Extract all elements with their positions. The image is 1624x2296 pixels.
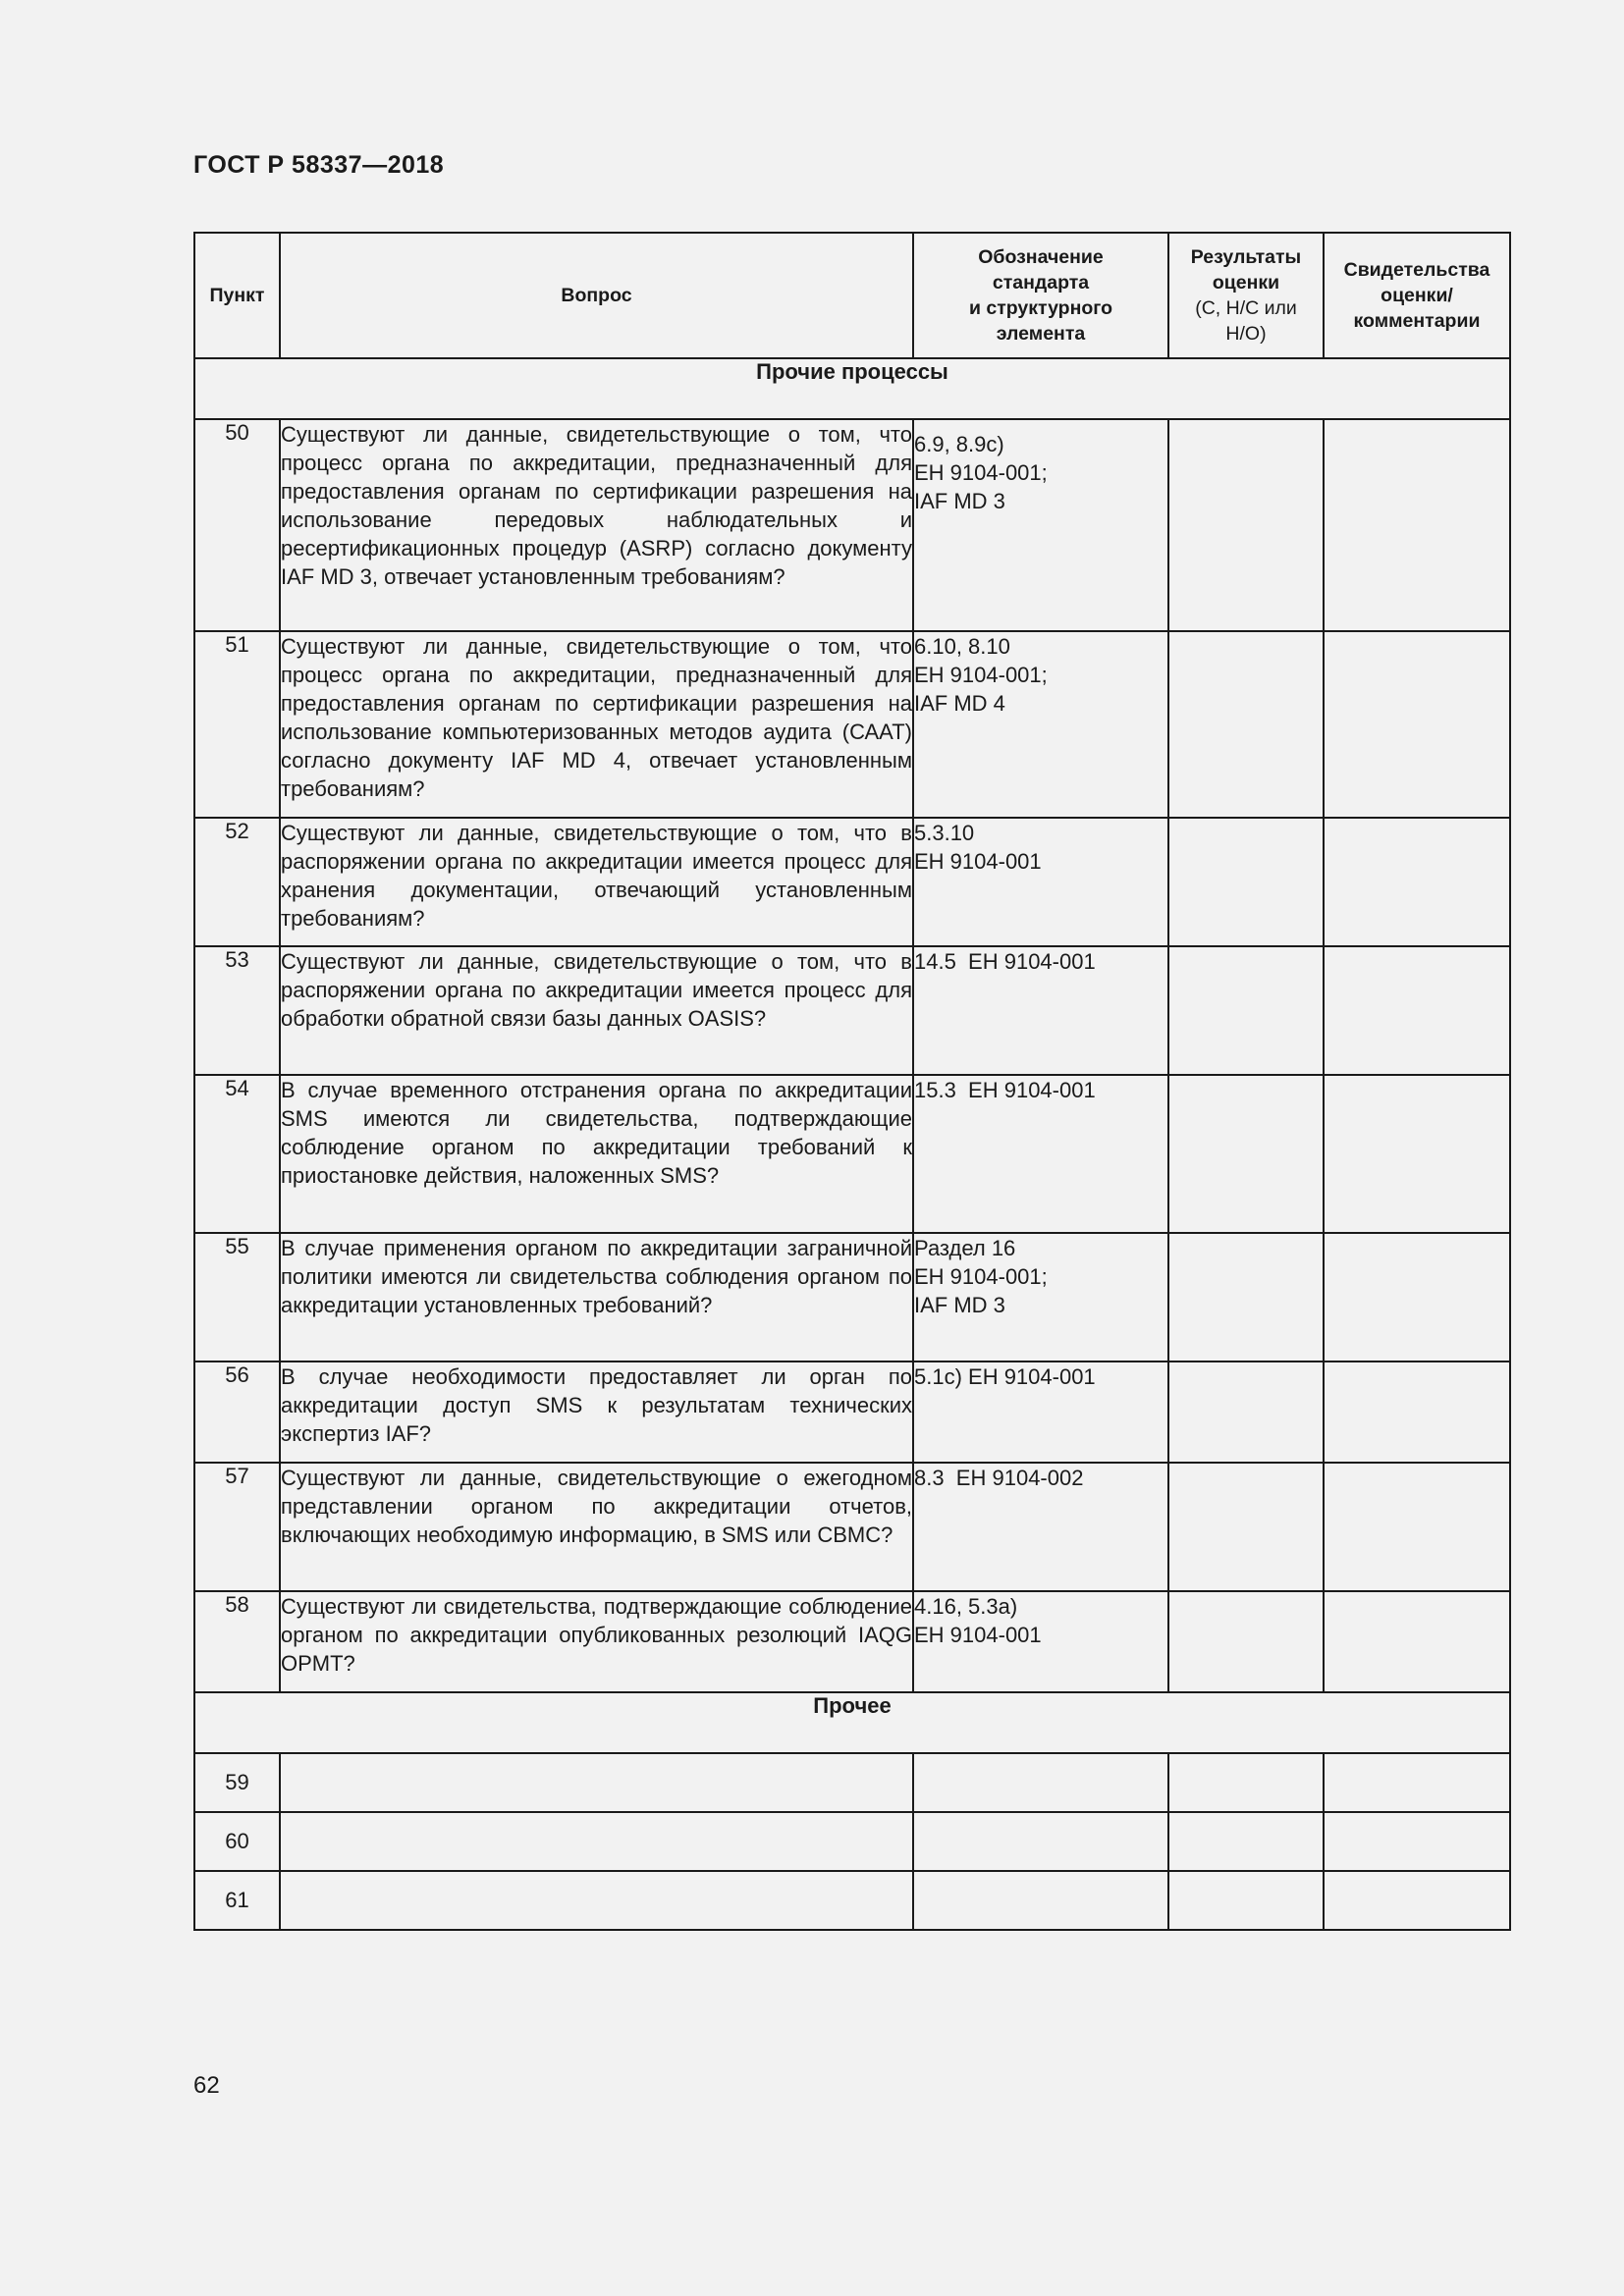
result-cell <box>1168 1812 1324 1871</box>
question-cell: Существуют ли данные, свидетельствующие о том, что процесс органа по аккредитации, предназначенный для предоставления органам по сертификации разрешения на использование компьютеризованных методов аудита (САAT) согласно документу IAF MD 4, отвечает установленным требованиям? <box>280 631 913 818</box>
assessment-table <box>193 232 1511 1931</box>
evidence-cell <box>1324 631 1510 818</box>
standard-cell <box>913 631 1168 818</box>
question-cell: В случае необходимости предоставляет ли орган по аккредитации доступ SMS к результатам технических экспертиз IAF? <box>280 1362 913 1463</box>
column-header-question: Вопрос <box>280 233 913 358</box>
row-number: 56 <box>194 1362 280 1463</box>
standard-line: IAF MD 3 <box>914 1293 1005 1317</box>
standard-cell <box>913 1871 1168 1930</box>
result-cell <box>1168 1362 1324 1463</box>
standard-line: 8.3 ЕН 9104-002 <box>914 1466 1084 1490</box>
row-number: 60 <box>194 1812 280 1871</box>
standard-line: ЕН 9104-001 <box>914 849 1042 874</box>
question-cell: Существуют ли данные, свидетельствующие о том, что в распоряжении органа по аккредитации имеется процесс для хранения документации, отвечающий установленным требованиям? <box>280 818 913 946</box>
standard-line: 5.3.10 <box>914 821 975 845</box>
standard-cell <box>913 1075 1168 1233</box>
result-cell <box>1168 1591 1324 1692</box>
standard-cell <box>913 419 1168 631</box>
page-number: 62 <box>193 2072 220 2099</box>
question-cell <box>280 1753 913 1812</box>
question-cell: В случае временного отстранения органа по аккредитации SMS имеются ли свидетельства, подтверждающие соблюдение органом по аккредитации требований к приостановке действия, наложенных SMS? <box>280 1075 913 1233</box>
standard-cell <box>913 1591 1168 1692</box>
row-number: 50 <box>194 419 280 631</box>
result-cell <box>1168 1075 1324 1233</box>
result-cell <box>1168 631 1324 818</box>
result-cell <box>1168 419 1324 631</box>
question-cell: Существуют ли данные, свидетельствующие о ежегодном представлении органом по аккредитации отчетов, включающих необходимую информацию, в SMS или СВМС? <box>280 1463 913 1591</box>
table-header-row <box>194 233 1510 358</box>
section-title: Прочие процессы <box>194 358 1510 419</box>
section-title: Прочее <box>194 1692 1510 1753</box>
standard-line: IAF MD 4 <box>914 691 1005 716</box>
standard-line: 14.5 ЕН 9104-001 <box>914 949 1096 974</box>
table-row <box>194 419 1510 631</box>
standard-line: ЕН 9104-001; <box>914 663 1048 687</box>
table-row <box>194 1362 1510 1463</box>
column-header-point: Пункт <box>194 233 280 358</box>
document-title: ГОСТ Р 58337—2018 <box>193 151 445 179</box>
table-row <box>194 1463 1510 1591</box>
standard-line: ЕН 9104-001; <box>914 460 1048 485</box>
standard-cell <box>913 946 1168 1075</box>
row-number: 57 <box>194 1463 280 1591</box>
question-cell: Существуют ли данные, свидетельствующие о том, что процесс органа по аккредитации, предназначенный для предоставления органам по сертификации разрешения на использование передовых наблюдательных и ресертификационных процедур (ASRP) согласно документу IAF MD 3, отвечает установленным требованиям? <box>280 419 913 631</box>
row-number: 52 <box>194 818 280 946</box>
table-row <box>194 1591 1510 1692</box>
table-row <box>194 1233 1510 1362</box>
standard-line: 5.1c) ЕН 9104-001 <box>914 1364 1096 1389</box>
section-row <box>194 358 1510 419</box>
table-row <box>194 946 1510 1075</box>
table-row <box>194 1812 1510 1871</box>
standard-line: ЕН 9104-001 <box>914 1623 1042 1647</box>
table-row <box>194 1753 1510 1812</box>
section-row <box>194 1692 1510 1753</box>
result-cell <box>1168 1463 1324 1591</box>
table-row <box>194 818 1510 946</box>
result-cell <box>1168 1753 1324 1812</box>
standard-line: 6.10, 8.10 <box>914 634 1010 659</box>
standard-line: ЕН 9104-001; <box>914 1264 1048 1289</box>
row-number: 58 <box>194 1591 280 1692</box>
evidence-cell <box>1324 946 1510 1075</box>
evidence-cell <box>1324 1463 1510 1591</box>
standard-line: 6.9, 8.9c) <box>914 432 1004 456</box>
standard-cell <box>913 818 1168 946</box>
question-cell: В случае применения органом по аккредитации заграничной политики имеются ли свидетельства соблюдения органом по аккредитации установленных требований? <box>280 1233 913 1362</box>
row-number: 59 <box>194 1753 280 1812</box>
evidence-cell <box>1324 1233 1510 1362</box>
column-header-evidence: Свидетельства оценки/ комментарии <box>1324 233 1510 358</box>
evidence-cell <box>1324 1075 1510 1233</box>
standard-cell <box>913 1362 1168 1463</box>
standard-line: IAF MD 3 <box>914 489 1005 513</box>
evidence-cell <box>1324 1871 1510 1930</box>
standard-cell <box>913 1753 1168 1812</box>
standard-cell <box>913 1463 1168 1591</box>
table-row <box>194 1871 1510 1930</box>
evidence-cell <box>1324 1591 1510 1692</box>
question-cell: Существуют ли данные, свидетельствующие о том, что в распоряжении органа по аккредитации имеется процесс для обработки обратной связи базы данных OASIS? <box>280 946 913 1075</box>
question-cell: Существуют ли свидетельства, подтверждающие соблюдение органом по аккредитации опубликованных резолюций IAQG OPMT? <box>280 1591 913 1692</box>
result-cell <box>1168 1233 1324 1362</box>
table-row <box>194 1075 1510 1233</box>
row-number: 54 <box>194 1075 280 1233</box>
question-cell <box>280 1871 913 1930</box>
table-row <box>194 631 1510 818</box>
standard-line: Раздел 16 <box>914 1236 1016 1260</box>
result-cell <box>1168 1871 1324 1930</box>
evidence-cell <box>1324 419 1510 631</box>
row-number: 51 <box>194 631 280 818</box>
standard-cell <box>913 1812 1168 1871</box>
question-cell <box>280 1812 913 1871</box>
column-header-standard: Обозначение стандарта и структурного элемента <box>913 233 1168 358</box>
standard-line: 4.16, 5.3a) <box>914 1594 1018 1619</box>
evidence-cell <box>1324 1362 1510 1463</box>
row-number: 55 <box>194 1233 280 1362</box>
result-cell <box>1168 818 1324 946</box>
evidence-cell <box>1324 1812 1510 1871</box>
standard-cell <box>913 1233 1168 1362</box>
standard-line: 15.3 ЕН 9104-001 <box>914 1078 1096 1102</box>
column-header-results: Результаты оценки (С, Н/С или Н/О) <box>1168 233 1324 358</box>
row-number: 61 <box>194 1871 280 1930</box>
result-cell <box>1168 946 1324 1075</box>
row-number: 53 <box>194 946 280 1075</box>
evidence-cell <box>1324 1753 1510 1812</box>
evidence-cell <box>1324 818 1510 946</box>
